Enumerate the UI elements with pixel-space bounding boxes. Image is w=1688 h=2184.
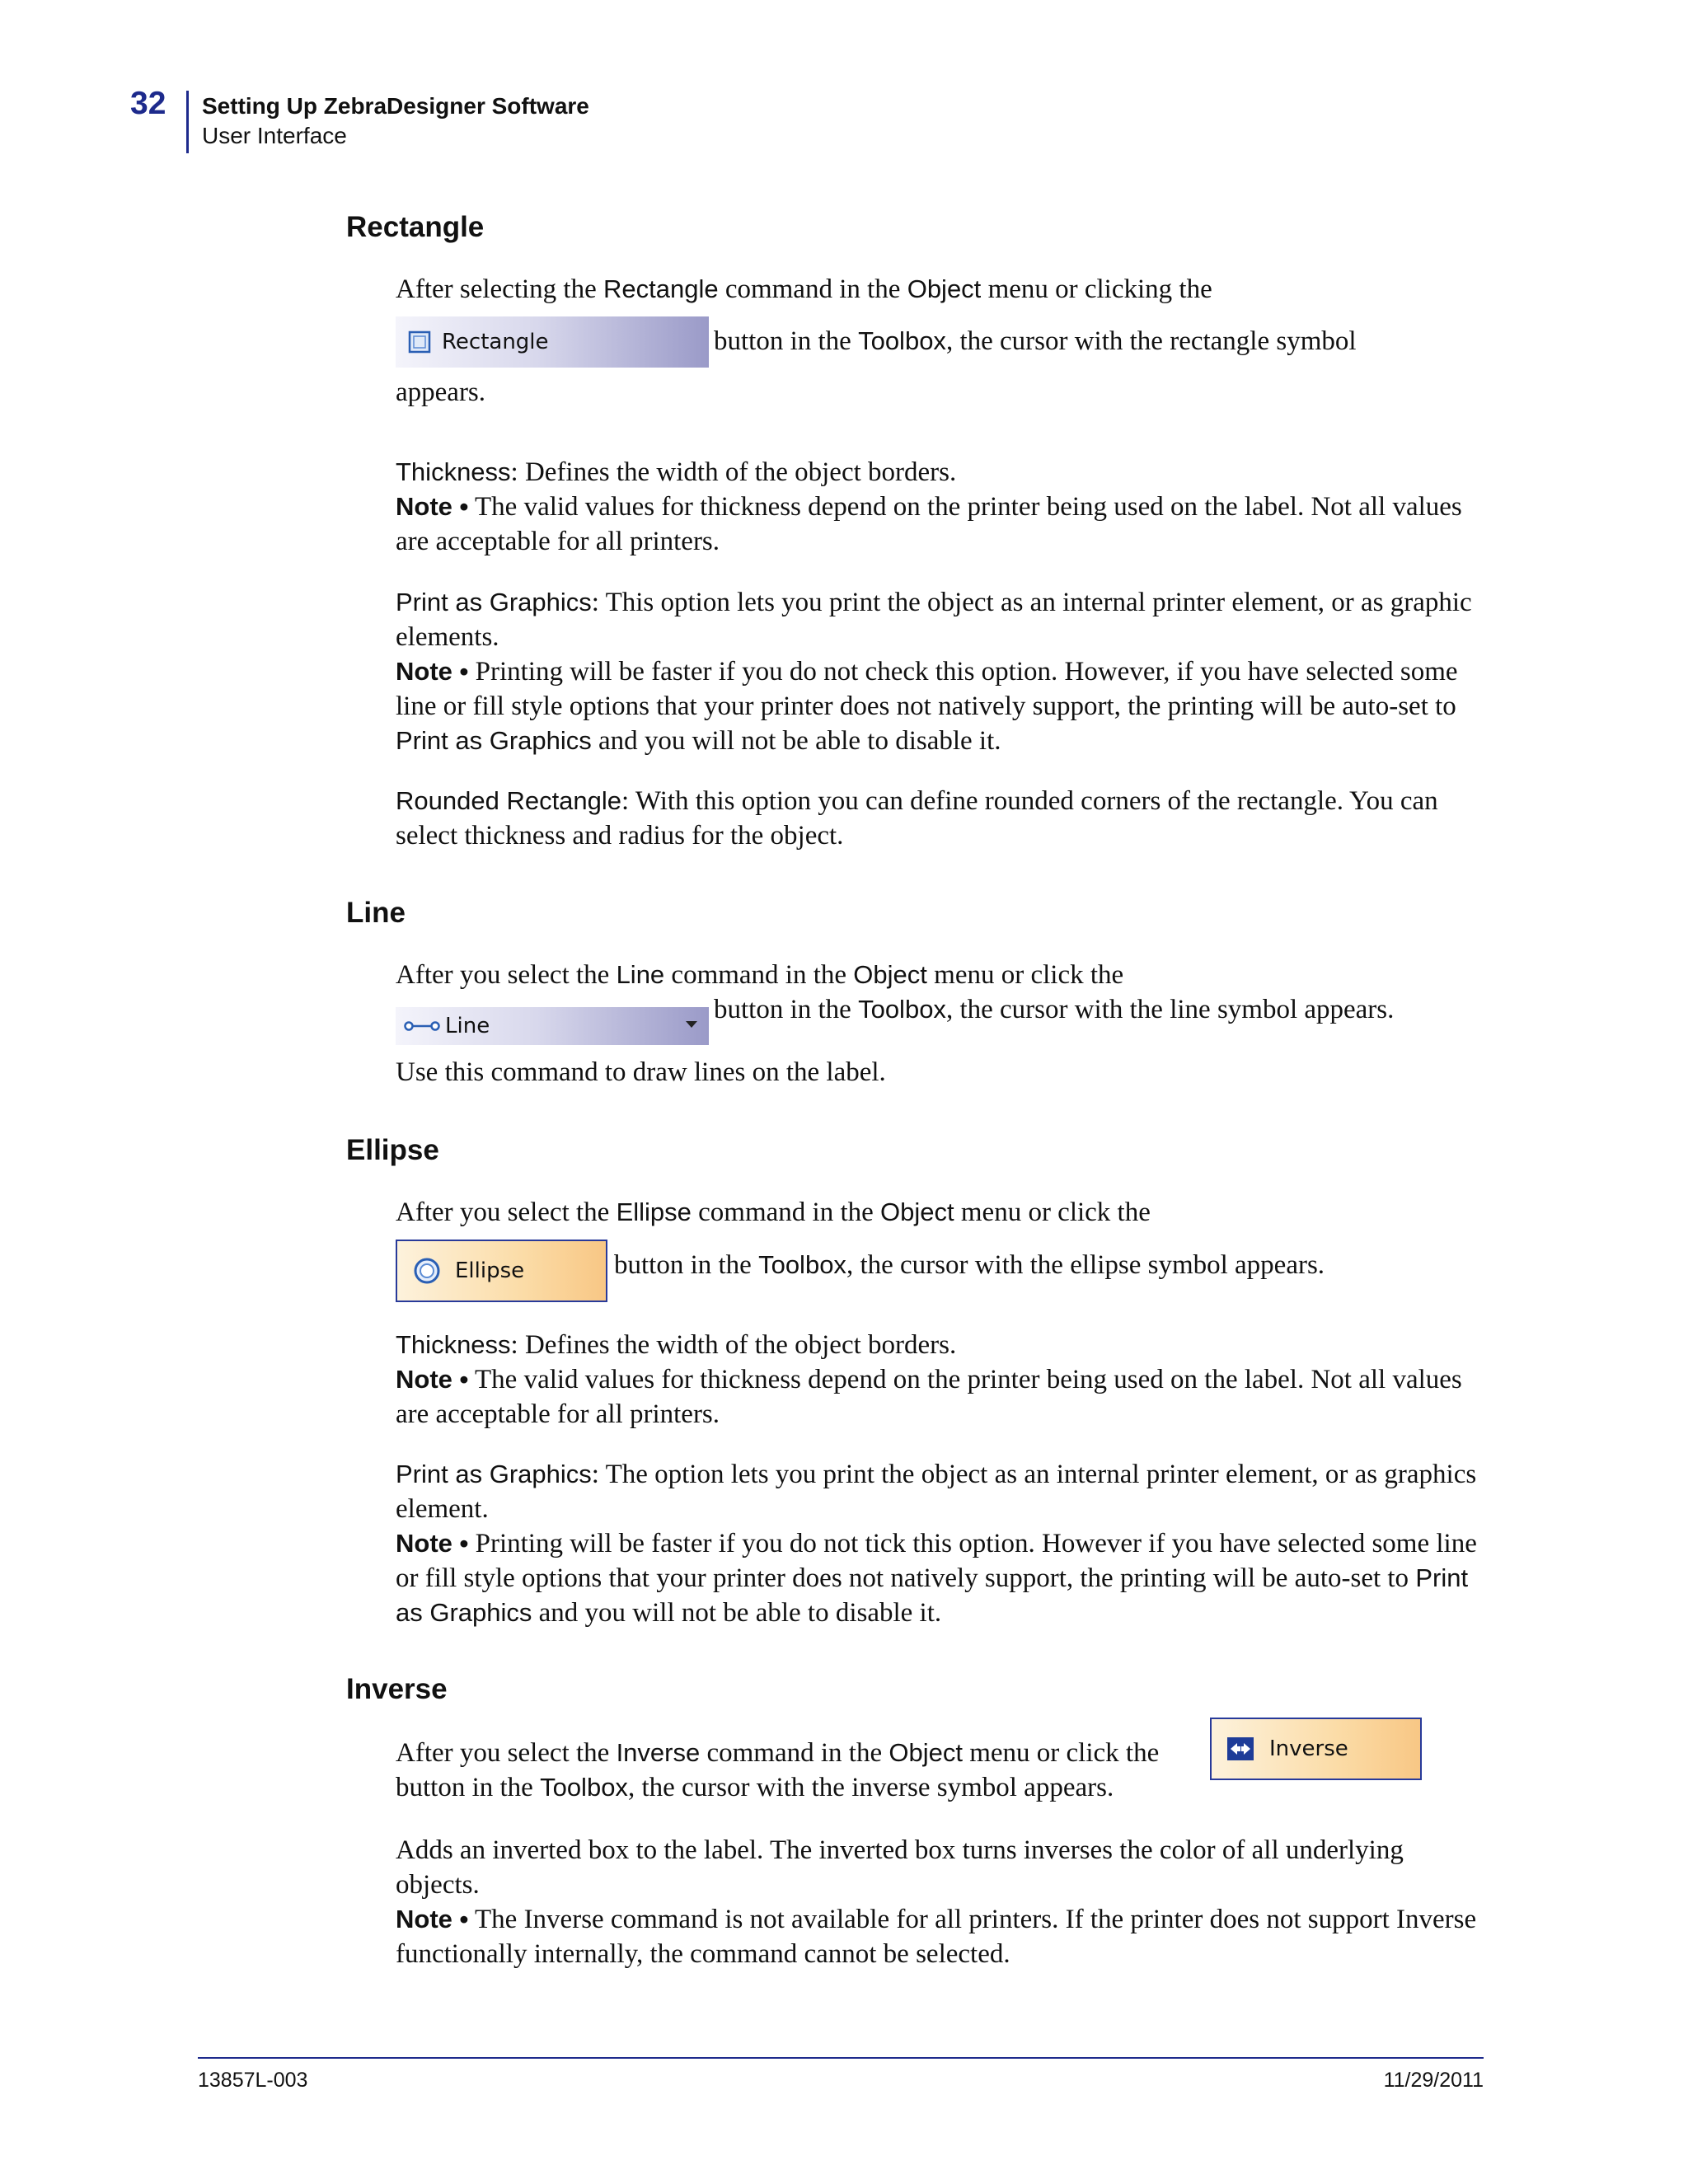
- line-heading: Line: [346, 897, 406, 929]
- ellipse-button-label: Ellipse: [455, 1258, 525, 1283]
- ellipse-intro: After you select the Ellipse command in the Object menu or click the: [396, 1197, 1151, 1227]
- inverse-button-label: Inverse: [1269, 1736, 1348, 1761]
- footer-divider: [198, 2057, 1484, 2059]
- section-subtitle: User Interface: [202, 123, 347, 148]
- ellipse-heading: Ellipse: [346, 1134, 439, 1166]
- ellipse-print-as-graphics: Print as Graphics: The option lets you print the object as an internal printer element, or as graphics element. Note • Printing will be faster if you do not tick this option. However if you have selected some line or fill style options that your printer does not natively support, the printing will be auto-set to Print as Graphics and you will not be able to disable it.: [396, 1460, 1477, 1628]
- inverse-icon: [1226, 1736, 1254, 1761]
- ellipse-toolbox-button[interactable]: [396, 1240, 607, 1302]
- document-number: 13857L-003: [198, 2069, 308, 2092]
- rectangle-after-button-cont: appears.: [396, 377, 486, 407]
- rectangle-print-as-graphics: Print as Graphics: This option lets you print the object as an internal printer element, or as graphic elements. Note • Printing will be faster if you do not check this option. However, if you have selected some line or fill style options that your printer does not natively support, the printing will be auto-set to Print as Graphics and you will not be able to disable it.: [396, 588, 1472, 756]
- inverse-heading: Inverse: [346, 1673, 448, 1705]
- rectangle-icon: [407, 330, 432, 354]
- page-number: 32: [130, 86, 166, 121]
- ellipse-thickness: Thickness: Defines the width of the object borders. Note • The valid values for thickness depend on the printer being used on the label. Not all values are acceptable for all printers.: [396, 1330, 1462, 1429]
- ellipse-after-button: button in the Toolbox, the cursor with the ellipse symbol appears.: [614, 1250, 1325, 1280]
- rectangle-button-label: Rectangle: [442, 330, 549, 354]
- inverse-intro: After you select the Inverse command in the Object menu or click the: [396, 1738, 1160, 1768]
- chevron-down-icon[interactable]: [686, 1021, 697, 1028]
- rectangle-toolbox-button[interactable]: [396, 316, 709, 368]
- rectangle-thickness: Thickness: Defines the width of the object borders. Note • The valid values for thickness depend on the printer being used on the label. Not all values are acceptable for all printers.: [396, 457, 1462, 556]
- document-date: 11/29/2011: [1383, 2069, 1484, 2092]
- inverse-description: Adds an inverted box to the label. The inverted box turns inverses the color of all underlying objects. Note • The Inverse command is not available for all printers. If the printer does not support Inverse functionally internally, the command cannot be selected.: [396, 1835, 1477, 1969]
- line-icon: [404, 1018, 440, 1034]
- header-divider: [186, 91, 189, 153]
- chapter-title: Setting Up ZebraDesigner Software: [202, 93, 589, 119]
- rectangle-after-button: button in the Toolbox, the cursor with the rectangle symbol: [714, 326, 1357, 356]
- rectangle-heading: Rectangle: [346, 211, 485, 243]
- line-after-button: button in the Toolbox, the cursor with the line symbol appears.: [714, 995, 1395, 1024]
- line-toolbox-button[interactable]: [396, 1007, 709, 1045]
- line-usage: Use this command to draw lines on the label.: [396, 1057, 886, 1087]
- rectangle-rounded: Rounded Rectangle: With this option you can define rounded corners of the rectangle. You can select thickness and radius for the object.: [396, 786, 1438, 851]
- line-button-label: Line: [445, 1014, 490, 1038]
- rectangle-intro: After selecting the Rectangle command in the Object menu or clicking the: [396, 274, 1212, 304]
- inverse-after-button: button in the Toolbox, the cursor with the inverse symbol appears.: [396, 1773, 1114, 1802]
- ellipse-icon: [412, 1256, 442, 1286]
- line-intro: After you select the Line command in the Object menu or click the: [396, 960, 1124, 990]
